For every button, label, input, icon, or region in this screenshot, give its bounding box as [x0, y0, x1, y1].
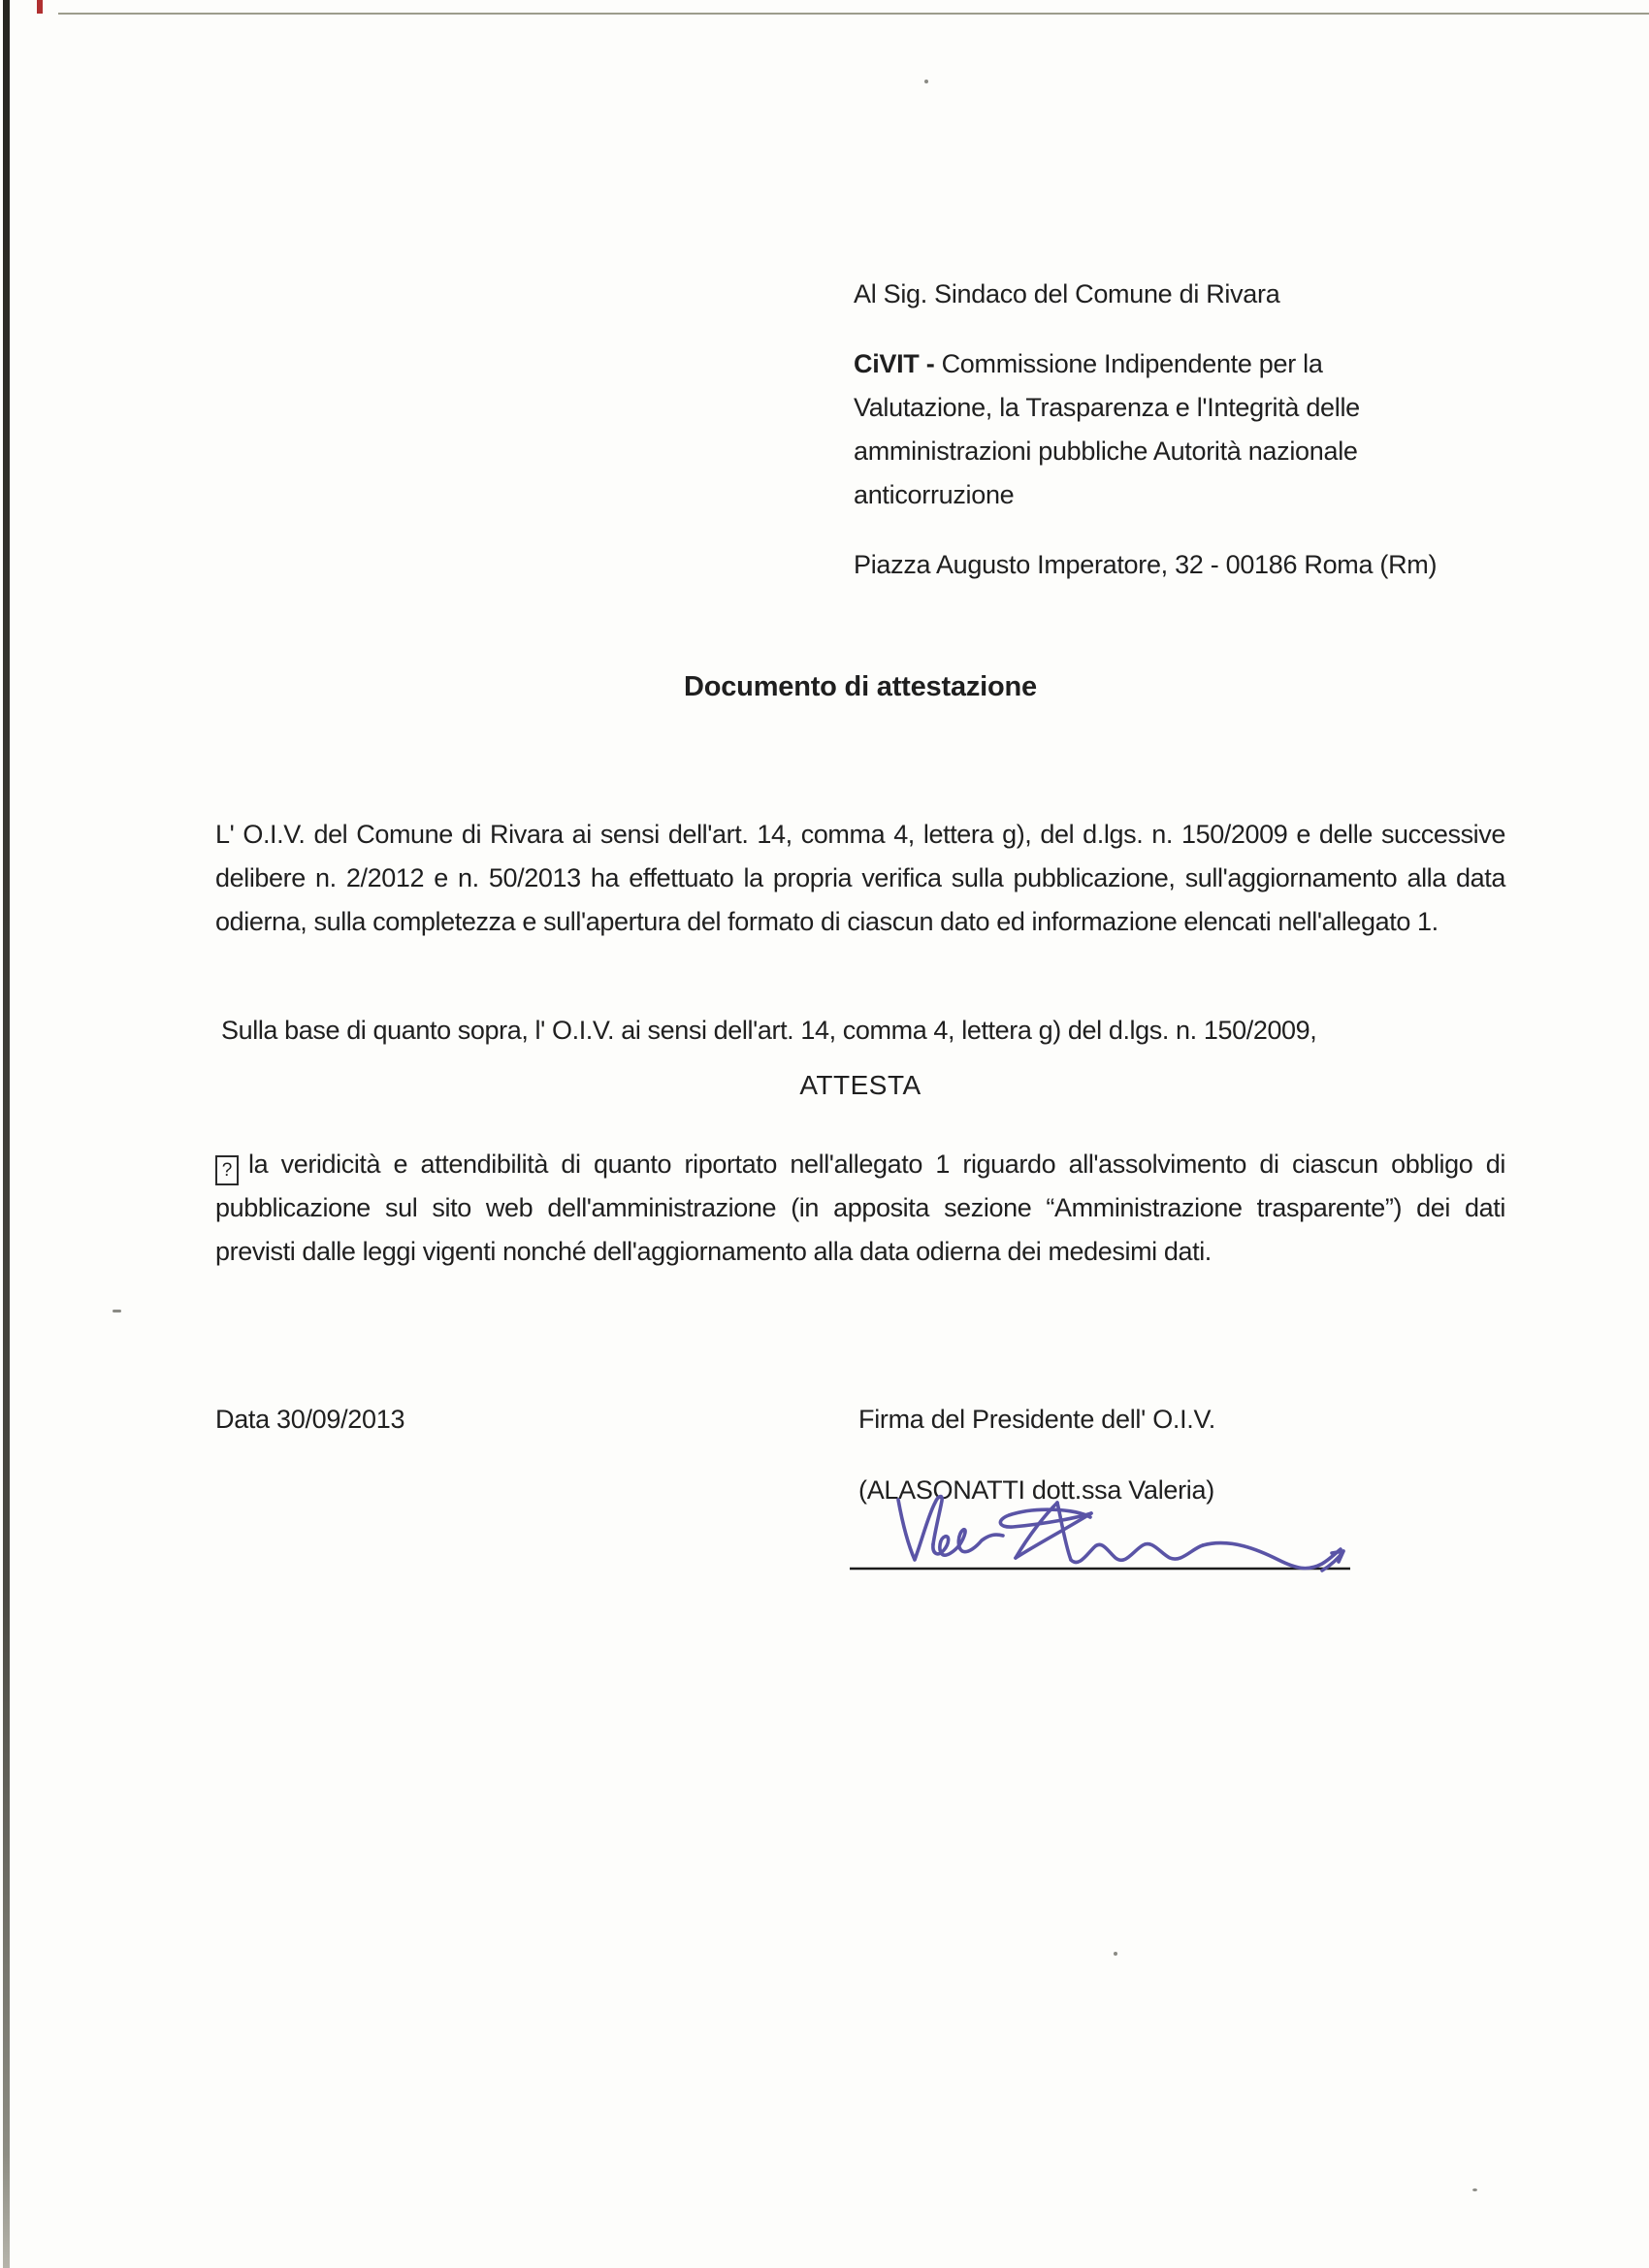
paragraph-premise: Sulla base di quanto sopra, l' O.I.V. ai sensi dell'art. 14, comma 4, lettera g) del d.lgs. n. 150/2009, [221, 1016, 1317, 1045]
date-label: Data 30/09/2013 [215, 1405, 405, 1434]
address-gap [854, 316, 1474, 342]
recipient-line-2: amministrazioni pubbliche Autorità nazionale [854, 437, 1358, 466]
scan-edge-strip [3, 0, 10, 2268]
recipient-line-1: Valutazione, la Trasparenza e l'Integrità delle [854, 393, 1360, 422]
scan-red-mark [37, 0, 43, 14]
recipient-address-block [854, 273, 1474, 587]
address-street: Piazza Augusto Imperatore, 32 - 00186 Roma (Rm) [854, 550, 1438, 579]
document-title: Documento di attestazione [684, 671, 1037, 702]
replacement-char-box-icon: ? [215, 1155, 239, 1185]
signature-ink-strokes [898, 1497, 1343, 1571]
scan-speck [924, 80, 928, 83]
paragraph-attestation-text: la veridicità e attendibilità di quanto riportato nell'allegato 1 riguardo all'assolvimento di ciascun obbligo di pubblicazione sul sito web dell'amministrazione (in apposita sezione “Amministrazione trasparente”) dei dati previsti dalle leggi vigenti nonché dell'aggiornamento alla data odierna dei medesimi dati. [215, 1150, 1505, 1266]
recipient-line-3: anticorruzione [854, 480, 1015, 509]
signer-name: (ALASONATTI dott.ssa Valeria) [858, 1475, 1214, 1505]
signature-label: Firma del Presidente dell' O.I.V. [858, 1405, 1215, 1434]
scan-speck [1472, 2188, 1477, 2191]
address-gap [854, 517, 1474, 543]
scan-top-line [58, 13, 1649, 15]
recipient-line-0: Commissione Indipendente per la [941, 349, 1323, 378]
handwritten-signature [840, 1490, 1369, 1631]
address-recipient [854, 342, 1474, 386]
paragraph-attestation [215, 1143, 1505, 1274]
paragraph-verification: L' O.I.V. del Comune di Rivara ai sensi dell'art. 14, comma 4, lettera g), del d.lgs. n. 150/2009 e delle successive delibere n. 2/2012 e n. 50/2013 ha effettuato la propria verifica sulla pubblicazione, sull'aggiornamento alla data odierna, sulla completezza e sull'apertura del formato di ciascun dato ed informazione elencati nell'allegato 1. [215, 820, 1505, 936]
civit-bold-label: CiVIT - [854, 349, 935, 378]
scan-speck [113, 1310, 121, 1312]
address-line-sindaco: Al Sig. Sindaco del Comune di Rivara [854, 279, 1280, 308]
attesta-heading: ATTESTA [799, 1070, 922, 1100]
scan-speck [1114, 1952, 1117, 1956]
